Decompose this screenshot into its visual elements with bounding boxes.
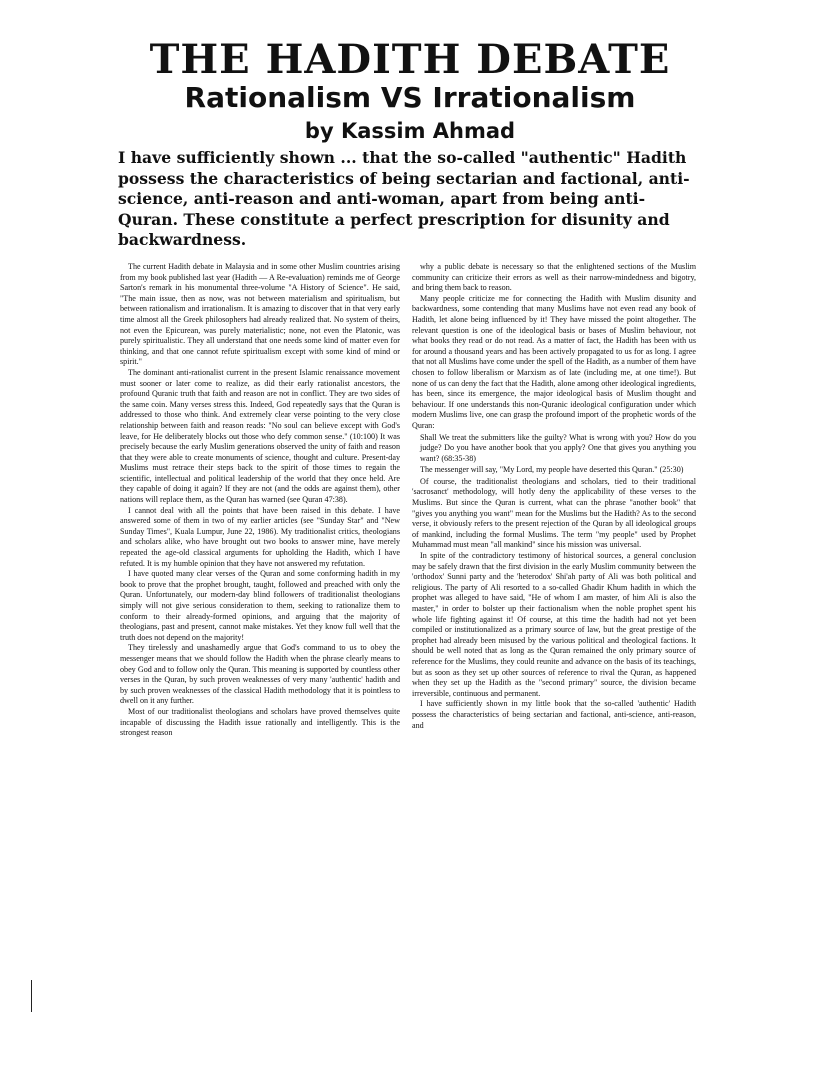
author-byline: by Kassim Ahmad xyxy=(304,119,516,143)
paragraph: why a public debate is necessary so that the enlightened sections of the Muslim community can criticize their errors as well as their narrow-mindedness and bigotry, and bring them back to reason. xyxy=(412,262,696,293)
paragraph: I cannot deal with all the points that have been raised in this debate. I have answered some of them in two of my earlier articles (see "Sunday Star" and "New Sunday Times", Kuala Lumpur, June 22, 1986). My traditionalist critics, theologians and scholars alike, who have brought out two books to answer mine, have merely repeated the age-old classical arguments for upholding the Hadith, which I have refuted. It is my humble opinion that they have not answered my refutation. xyxy=(120,505,400,568)
right-column xyxy=(412,262,696,731)
quran-quote: Shall We treat the submitters like the guilty? What is wrong with you? How do you judge? Do you have another book that you apply? One that gives you anything you want? (68:35-38) xyxy=(420,432,696,463)
paragraph: In spite of the contradictory testimony of historical sources, a general conclusion may be safely drawn that the first division in the early Muslim community between the 'orthodox' Sunni party and the 'heterodox' Shi'ah party of Ali was both political and religious. The party of Ali resorted to a so-called Ghadir Khum hadith in which the prophet was alleged to have said, "He of whom I am master, of him Ali is also the master," in order to bolster up their factionalism when the noble prophet spent his whole life fighting against it! Of course, at this time the hadith had not yet been compiled or institutionalized as a primary source of law, but the great prestige of the prophet had already been misused by the various political and theological factions. It should be well noted that as long as the Quran remained the only primary source of reference for the Muslims, they could reunite and advance on the basis of its teachings, but as soon as they set up other sources of reference to rival the Quran, as happened when they set up the Hadith as the "second primary" source, the division became irreversible, continuous and permanent. xyxy=(412,551,696,698)
article-title: THE HADITH DEBATE xyxy=(149,36,671,83)
paragraph: I have quoted many clear verses of the Quran and some conforming hadith in my book to prove that the prophet brought, taught, followed and preached with only the Quran. Unfortunately, our modern-day blind followers of traditionalist theologians simply will not give serious consideration to them, seeking to rationalize them to conform to their already-formed opinions, and arguing that the majority of theologians, past and present, cannot make mistakes. Yet they know full well that the truth does not depend on the majority! xyxy=(120,569,400,642)
paragraph: The current Hadith debate in Malaysia and in some other Muslim countries arising from my book published last year (Hadith — A Re-evaluation) reminds me of George Sarton's remark in his monumental three-volume "A History of Science". He said, "The main issue, then as now, was not between materialism and spiritualism, but between rationalism and irrationalism. It is amazing to discover that in that very early time almost all the Greek philosophers had already realized that. No system of theirs, not even the Epicurean, was purely materialistic; none, not even the Platonic, was purely spiritualistic. They all understand that one needs some kind of matter even for thinking, and that one cannot refute spiritualism except with some kind of mind or spirit." xyxy=(120,262,400,367)
pull-quote: I have sufficiently shown ... that the so-called "authentic" Hadith possess the characteristics of being sectarian and factional, anti-science, anti-reason and anti-woman, apart from being anti-Quran. These constitute a perfect prescription for disunity and backwardness. xyxy=(118,148,690,250)
article-subtitle: Rationalism VS Irrationalism xyxy=(184,81,636,114)
paragraph: The dominant anti-rationalist current in the present Islamic renaissance movement must sooner or later come to realize, as did their early rationalist ancestors, the profound Quranic truth that faith and reason are not in conflict. They are two sides of the same coin. Many verses stress this. Indeed, God repeatedly says that the Quran is addressed to those who think. And extremely clear verse pointing to the very close relationship between faith and reason reads: "No soul can believe except with God's leave, for He deliberately blocks out those who defy common sense." (10:100) It was precisely because the early Muslim generations observed the unity of faith and reason that they were able to create monuments of science, thought and culture. Present-day Muslims must retrace their steps back to the spirit of those times to regain the scientific, intellectual and political leadership of the world that they once held. Are they capable of doing it again? If they are not (and the odds are against them), other nations will replace them, as the Quran has warned (see Quran 47:38). xyxy=(120,367,400,505)
quran-quote: The messenger will say, "My Lord, my people have deserted this Quran." (25:30) xyxy=(420,465,684,475)
paragraph: Many people criticize me for connecting the Hadith with Muslim disunity and backwardness, some contending that many Muslims have not even read any book of Hadith, let alone being influenced by it! They have missed the point altogether. The relevant question is one of the ideological basis or bases of Muslim behaviour, not what books they read or do not read. As a matter of fact, the Hadith has been with us for around a thousand years and has been actively propagated to us for as long. I agree that not all Muslims have come under the spell of the Hadith, as a number of them have chosen to follow liberalism or Marxism as of late (including me, at one time!). But none of us can deny the fact that the Hadith, alone among other ideological ingredients, has been, since its emergence, the major ideological basis of Muslim thought and behaviour. If one understands this non-Quranic ideological configuration under which modern Muslims live, one can grasp the profound import of the prophetic words of the Quran: xyxy=(412,293,696,430)
paragraph: Most of our traditionalist theologians and scholars have proved themselves quite incapable of discussing the Hadith issue rationally and intelligently. This is the strongest reason xyxy=(120,706,400,738)
margin-mark xyxy=(31,980,32,1012)
paragraph: They tirelessly and unashamedly argue that God's command to us to obey the messenger means that we should follow the Hadith when the phrase clearly means to obey God and to follow only the Quran. This meaning is supported by countless other verses in the Quran, by such proven weaknesses of very many 'authentic' hadith and by such proven weaknesses of the classical Hadith methodology that it is pointless to dwell on it any further. xyxy=(120,643,400,706)
paragraph: I have sufficiently shown in my little book that the so-called 'authentic' Hadith possess the characteristics of being sectarian and factional, anti-science, anti-reason, and xyxy=(412,699,696,730)
left-column xyxy=(120,262,400,739)
paragraph: Of course, the traditionalist theologians and scholars, tied to their traditional 'sacrosanct' methodology, will hotly deny the applicability of these verses to the Muslims. But since the Quran is current, what can the phrase "another book" that "gives you anything you want" mean for the Muslims but the Hadith? As to the second verse, it obviously refers to the present rejection of the Quran by all ideological groups of mankind, including the formal Muslims. The term "my people" used by Prophet Muhammad must mean "all mankind" since his mission was universal. xyxy=(412,476,696,550)
